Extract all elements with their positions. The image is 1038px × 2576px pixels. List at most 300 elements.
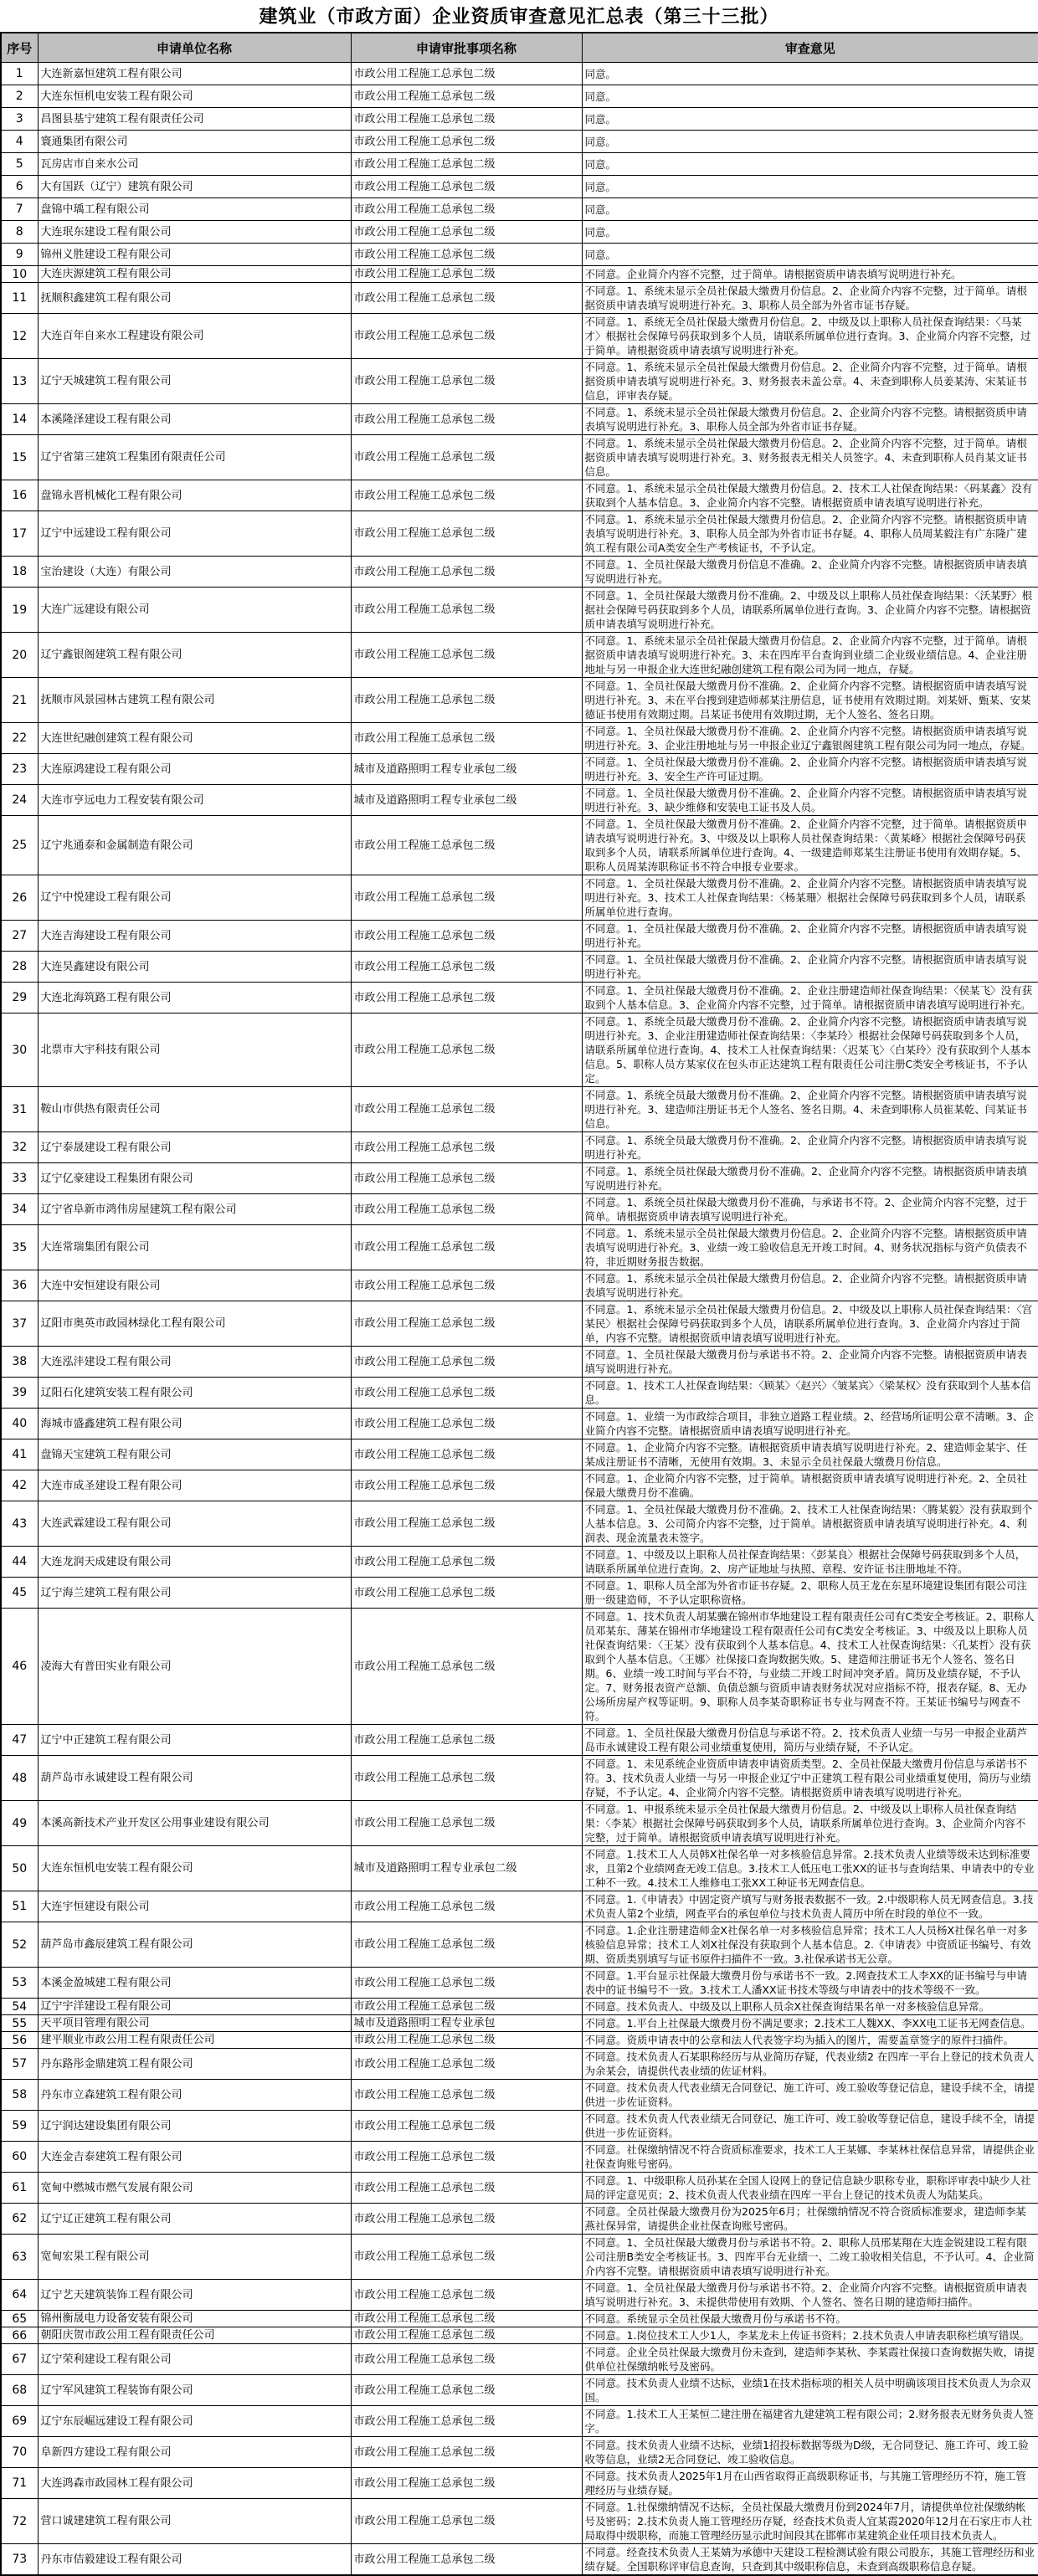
table-row [1,2437,1038,2468]
approval-item: 市政公用工程施工总承包二级 [351,2544,582,2576]
row-seq: 17 [1,511,38,557]
row-seq: 31 [1,1087,38,1132]
approval-item: 市政公用工程施工总承包二级 [351,2032,582,2049]
company-name: 抚顺市风景园林古建筑工程有限公司 [38,678,351,723]
row-seq: 60 [1,2142,38,2173]
row-seq: 23 [1,754,38,785]
approval-item: 市政公用工程施工总承包二级 [351,2235,582,2280]
review-opinion: 同意。 [582,63,1038,85]
col-header-item: 申请审批事项名称 [351,33,582,63]
table-row [1,2049,1038,2080]
row-seq: 71 [1,2468,38,2499]
review-opinion: 不同意。1、全员社保最大缴费月份不准确。2、企业简介内容不完整。请根据资质申请表填写说明进行补充。3、安全生产许可证过期。 [582,754,1038,785]
review-opinion: 不同意。1、技术工人社保查询结果：〈顾某〉〈赵兴〉〈皱某宾〉〈梁某权〉没有获取到个人基本信息。 [582,1378,1038,1409]
company-name: 北票市大宇科技有限公司 [38,1013,351,1087]
company-name: 大连原鸿建设工程有限公司 [38,754,351,785]
review-opinion: 不同意。1、系统未显示全员社保最大缴费月份信息。2、企业简介内容不完整。请根据资质申请表填写说明进行补充。 [582,1270,1038,1301]
approval-item: 市政公用工程施工总承包二级 [351,2111,582,2142]
review-opinion: 不同意。1、企业简介内容不完整。请根据资质申请表填写说明进行补充。2、建造师金某宇、任某成注册证书不清晰，无使用有效期。3、未显示全员社保最大缴费月份信息。 [582,1439,1038,1470]
table-row [1,754,1038,785]
row-seq: 9 [1,244,38,266]
row-seq: 26 [1,875,38,921]
approval-item: 市政公用工程施工总承包二级 [351,221,582,244]
company-name: 凌海大有普田实业有限公司 [38,1609,351,1725]
review-opinion: 不同意。1、技术负责人胡某骥在锦州市华地建设工程有限责任公司有C类安全考核证。2、职称人员邓某东、薄某在锦州市华地建设工程有限责任公司有C类安全考核证。3、中级及以上职称人员社保查询结果：〈王某〉没有获取到个人基本信息。4、技术工人社保查询结果：〈孔某哲〉没有获取到个人基本信息。〈王娜〉社保接口查询数据失败。5、建造师注册证书无个人签名、签名日期。6、业绩一竣工时间与平台不符，与业绩二开竣工时间冲突矛盾。简历及业绩存疑，不予认定。7、财务报表资产总额、负债总额与资质申请表财务状况对应指标不符，报表存疑。8、无办公场所房屋产权等证明。9、职称人员李某奇职称证书专业与网查不符。王某证书编号与网查不符。 [582,1609,1038,1725]
review-opinion: 不同意。1、全员社保最大缴费月份不准确。2、企业简介内容不完整。请根据资质申请表填写说明进行补充。 [582,952,1038,983]
company-name: 辽宁中悦建设工程有限公司 [38,875,351,921]
row-seq: 42 [1,1470,38,1501]
review-opinion: 不同意。1、系统未显示全员社保最大缴费月份信息。2、企业简介内容不完整。请根据资质申请表填写说明进行补充。3、职称人员全部为外省市证书存疑。 [582,404,1038,435]
approval-item: 市政公用工程施工总承包二级 [351,1801,582,1846]
summary-table [0,32,1038,2576]
review-opinion: 不同意。1、全员社保最大缴费月份不准确。2、企业简介内容不完整。请根据资质申请表填写说明进行补充。3、企业注册地址与另一申报企业辽宁鑫银阁建筑工程有限公司为同一地点，存疑。 [582,723,1038,754]
company-name: 辽宁艺天建筑装饰工程有限公司 [38,2280,351,2311]
table-row [1,785,1038,816]
review-opinion: 不同意。资质申请表中的公章和法人代表签字均为插入的图片，需要盖章签字的原件扫描件。 [582,2032,1038,2049]
approval-item: 市政公用工程施工总承包二级 [351,2499,582,2544]
company-name: 大连东恒机电安装工程有限公司 [38,1846,351,1891]
row-seq: 62 [1,2204,38,2235]
table-row [1,1922,1038,1968]
company-name: 本溪隆泽建设工程有限公司 [38,404,351,435]
table-row [1,1547,1038,1578]
table-row [1,1163,1038,1194]
row-seq: 52 [1,1922,38,1968]
company-name: 盘锦中瑀工程有限公司 [38,198,351,221]
review-opinion: 同意。 [582,131,1038,153]
table-row [1,2327,1038,2344]
review-opinion: 不同意。1、中级及以上职称人员社保查询结果：〈彭某良〉根据社会保障号码获取到多个人员，请联系所属单位进行查询。2、房产证地址与执照、章程、安许证书注册地址不符。 [582,1547,1038,1578]
review-opinion: 不同意。技术负责人代表业绩无合同登记、施工许可、竣工验收等登记信息，建设手续不全，请提供进一步佐证资料。 [582,2111,1038,2142]
table-row [1,2080,1038,2111]
table-row [1,1846,1038,1891]
company-name: 大连庆源建筑工程有限公司 [38,266,351,283]
company-name: 大连昊鑫建设有限公司 [38,952,351,983]
company-name: 天平项目管理有限公司 [38,2015,351,2032]
row-seq: 6 [1,176,38,198]
review-opinion: 不同意。1、全员社保最大缴费月份不准确。2、中级及以上职称人员社保查询结果：〈沃某野〉根据社会保障号码获取到多个人员，请联系所属单位进行查询。3、企业简介内容不完整。请根据资质申请表填写说明进行补充。 [582,588,1038,633]
approval-item: 市政公用工程施工总承包二级 [351,1270,582,1301]
table-row [1,2406,1038,2437]
table-row [1,816,1038,875]
approval-item: 市政公用工程施工总承包二级 [351,2049,582,2080]
company-name: 大连广远建设有限公司 [38,588,351,633]
row-seq: 20 [1,633,38,678]
company-name: 盘锦天宝建筑工程有限公司 [38,1439,351,1470]
table-row [1,952,1038,983]
table-row [1,921,1038,952]
approval-item: 市政公用工程施工总承包二级 [351,314,582,359]
row-seq: 38 [1,1347,38,1378]
table-row [1,875,1038,921]
table-row [1,1087,1038,1132]
row-seq: 48 [1,1756,38,1801]
review-opinion: 不同意。技术负责人业绩不达标，业绩1在技术指标项的相关人员中明确该项目技术负责人为佘双国。 [582,2375,1038,2406]
table-row [1,283,1038,314]
table-row [1,1378,1038,1409]
approval-item: 市政公用工程施工总承包二级 [351,1087,582,1132]
table-row [1,198,1038,221]
row-seq: 2 [1,85,38,108]
table-row [1,1409,1038,1439]
row-seq: 55 [1,2015,38,2032]
row-seq: 27 [1,921,38,952]
row-seq: 58 [1,2080,38,2111]
approval-item: 市政公用工程施工总承包二级 [351,1968,582,1999]
approval-item: 市政公用工程施工总承包二级 [351,952,582,983]
approval-item: 市政公用工程施工总承包二级 [351,1132,582,1163]
row-seq: 73 [1,2544,38,2576]
row-seq: 44 [1,1547,38,1578]
review-opinion: 同意。 [582,85,1038,108]
table-row [1,2032,1038,2049]
table-row [1,2235,1038,2280]
table-row [1,1501,1038,1547]
row-seq: 69 [1,2406,38,2437]
approval-item: 市政公用工程施工总承包二级 [351,63,582,85]
row-seq: 34 [1,1194,38,1225]
row-seq: 61 [1,2173,38,2204]
review-opinion: 不同意。1、职称人员全部为外省市证书存疑。2、职称人员王龙在东星环境建设集团有限公司注册一级建造师，不予认定职称资格。 [582,1578,1038,1609]
approval-item: 市政公用工程施工总承包二级 [351,1999,582,2015]
review-opinion: 不同意。1、全员社保最大缴费月份与承诺书不符。2、职称人员邢某翔在大连金锐建设工程有限公司注册B类安全考核证书。3、四库平台无业绩一、二竣工验收相关信息，不予认可。4、企业简介内容不完整。请根据资质申请表填写说明进行补充。 [582,2235,1038,2280]
review-opinion: 同意。 [582,153,1038,176]
row-seq: 8 [1,221,38,244]
review-opinion: 不同意。1、全员社保最大缴费月份与承诺书不符。2、企业简介内容不完整。请根据资质申请表填写说明进行补充。3、未提供带使用有效期、个人签名、签名日期的建造师扫描件。 [582,2280,1038,2311]
table-row [1,633,1038,678]
row-seq: 50 [1,1846,38,1891]
row-seq: 4 [1,131,38,153]
table-row [1,2204,1038,2235]
approval-item: 市政公用工程施工总承包二级 [351,2311,582,2327]
company-name: 宝治建设（大连）有限公司 [38,557,351,588]
company-name: 丹东市佶毅建设工程有限公司 [38,2544,351,2576]
approval-item: 市政公用工程施工总承包二级 [351,2344,582,2375]
approval-item: 市政公用工程施工总承包二级 [351,2173,582,2204]
approval-item: 市政公用工程施工总承包二级 [351,1301,582,1347]
row-seq: 29 [1,983,38,1013]
table-row [1,435,1038,480]
row-seq: 63 [1,2235,38,2280]
company-name: 辽宁天城建筑工程有限公司 [38,359,351,404]
row-seq: 45 [1,1578,38,1609]
review-opinion: 不同意。1、系统未显示全员社保最大缴费月份信息。2、企业简介内容不完整，过于简单。请根据资质申请表填写说明进行补充。3、职称人员全部为外省市证书存疑。 [582,283,1038,314]
review-opinion: 不同意。1、全员社保最大缴费月份不准确。2、技术工人社保查询结果：〈腾某毅〉没有获取到个人基本信息。3、公司简介内容不完整，过于简单。请根据资质申请表填写说明进行补充。4、利润表、现金流量表未签字。 [582,1501,1038,1547]
company-name: 营口诚建建筑工程有限公司 [38,2499,351,2544]
review-opinion: 不同意。1、全员社保最大缴费月份不准确。2、企业简介内容不完整。请根据资质申请表填写说明进行补充。 [582,921,1038,952]
row-seq: 32 [1,1132,38,1163]
company-name: 大连北海筑路工程有限公司 [38,983,351,1013]
row-seq: 70 [1,2437,38,2468]
company-name: 本溪金盈城建工程有限公司 [38,1968,351,1999]
company-name: 大连市亨远电力工程安装有限公司 [38,785,351,816]
approval-item: 市政公用工程施工总承包二级 [351,557,582,588]
approval-item: 市政公用工程施工总承包二级 [351,588,582,633]
table-row [1,2311,1038,2327]
approval-item: 城市及道路照明工程专业承包二级 [351,785,582,816]
company-name: 大连市成圣建设工程有限公司 [38,1470,351,1501]
company-name: 大连鸿森市政园林工程有限公司 [38,2468,351,2499]
approval-item: 市政公用工程施工总承包二级 [351,244,582,266]
company-name: 宽甸宏果工程有限公司 [38,2235,351,2280]
company-name: 辽宁东辰崛远建设工程有限公司 [38,2406,351,2437]
review-opinion: 不同意。1、企业简介内容不完整，过于简单。请根据资质申请表填写说明进行补充。2、全员社保最大缴费月份不准确。 [582,1470,1038,1501]
review-opinion: 不同意。1.岗位技术工人少1人，李某龙未上传证书资料；2.技术负责人申请表职称栏填写错误。 [582,2327,1038,2344]
row-seq: 11 [1,283,38,314]
row-seq: 68 [1,2375,38,2406]
review-opinion: 不同意。1、系统未显示全员社保最大缴费月份信息。2、中级及以上职称人员社保查询结果：〈宫某民〉根据社会保障号码获取到多个人员，请联系所属单位进行查询。3、企业简介内容过于简单，内容不完整。请根据资质申请表填写说明进行补充。 [582,1301,1038,1347]
approval-item: 市政公用工程施工总承包二级 [351,359,582,404]
approval-item: 市政公用工程施工总承包二级 [351,176,582,198]
review-opinion: 不同意。1、中级职称人员孙某在全国人设网上的登记信息缺少职称专业，职称评审表中缺少人社局的评定意见页；2、技术负责人代表业绩在四库一平台上登记的技术负责人为陆某兵。 [582,2173,1038,2204]
company-name: 辽宁润达建设集团有限公司 [38,2111,351,2142]
row-seq: 19 [1,588,38,633]
company-name: 本溪高新技术产业开发区公用事业建设有限公司 [38,1801,351,1846]
company-name: 大连世纪融创建筑工程有限公司 [38,723,351,754]
col-header-opinion: 审查意见 [582,33,1038,63]
table-row [1,1999,1038,2015]
review-opinion: 同意。 [582,244,1038,266]
approval-item: 市政公用工程施工总承包二级 [351,875,582,921]
review-opinion: 不同意。社保缴纳情况不符合资质标准要求，技术工人王某娜、李某林社保信息异常，请提供企业社保查询账号密码。 [582,2142,1038,2173]
row-seq: 28 [1,952,38,983]
table-row [1,2499,1038,2544]
company-name: 辽宁中正建筑工程有限公司 [38,1725,351,1756]
company-name: 瓦房店市自来水公司 [38,153,351,176]
table-row [1,1891,1038,1922]
review-opinion: 不同意。全员社保最大缴费月份为2025年6月；社保缴纳情况不符合资质标准要求，建造师李某燕社保异常，请提供企业社保查询账号密码。 [582,2204,1038,2235]
table-row [1,1225,1038,1270]
review-opinion: 不同意。1、系统未显示全员社保最大缴费月份信息。2、企业简介内容不完整，过于简单。请根据资质申请表填写说明进行补充。3、财务报表未盖公章。4、未查到职称人员姜某涛、宋某证书信息，评审表存疑。 [582,359,1038,404]
table-row [1,2468,1038,2499]
approval-item: 市政公用工程施工总承包二级 [351,1439,582,1470]
company-name: 大连东恒机电安装工程有限公司 [38,85,351,108]
review-opinion: 不同意。1.技术工人王某恒二建注册在福建省九建建筑工程有限公司；2.财务报表无财务负责人签字。 [582,2406,1038,2437]
table-row [1,983,1038,1013]
review-opinion: 不同意。技术负责人、中级及以上职称人员余X社保查询结果名单一对多核验信息异常。 [582,1999,1038,2015]
approval-item: 市政公用工程施工总承包二级 [351,678,582,723]
company-name: 大连百年自来水工程建设有限公司 [38,314,351,359]
company-name: 辽宁宇洋建设工程有限公司 [38,1999,351,2015]
row-seq: 10 [1,266,38,283]
row-seq: 1 [1,63,38,85]
row-seq: 64 [1,2280,38,2311]
review-opinion: 同意。 [582,108,1038,131]
row-seq: 67 [1,2344,38,2375]
review-opinion: 不同意。1、全员社保最大缴费月份不准确。2、企业简介内容不完整，过于简单。请根据资质申请表填写说明进行补充。3、中级及以上职称人员社保查询结果：〈黄某峰〉根据社会保障号码获取到多个人员，请联系所属单位进行查询。4、一级建造师郑某生注册证书使用有效期存疑。5、职称人员周某涛职称证书不符合申报专业要求。 [582,816,1038,875]
table-row [1,1968,1038,1999]
review-opinion: 不同意。1、系统全员社保最大缴费月份不准确，与承诺书不符。2、企业简介内容不完整，过于简单。请根据资质申请表填写说明进行补充。 [582,1194,1038,1225]
approval-item: 市政公用工程施工总承包二级 [351,1225,582,1270]
review-opinion: 不同意。技术负责人石某职称经历与从业简历存疑，代表业绩2 在四库一平台上登记的技术负责人为余某会，请提供代表业绩的佐证材料。 [582,2049,1038,2080]
table-row [1,63,1038,85]
table-row [1,108,1038,131]
row-seq: 33 [1,1163,38,1194]
company-name: 朝阳庆贺市政公用工程有限责任公司 [38,2327,351,2344]
company-name: 辽宁省第三建筑工程集团有限责任公司 [38,435,351,480]
approval-item: 市政公用工程施工总承包二级 [351,85,582,108]
table-header-row [1,33,1038,63]
row-seq: 24 [1,785,38,816]
table-row [1,1347,1038,1378]
table-row [1,2173,1038,2204]
review-opinion: 同意。 [582,176,1038,198]
table-row [1,2015,1038,2032]
approval-item: 市政公用工程施工总承包二级 [351,633,582,678]
approval-item: 市政公用工程施工总承包二级 [351,1547,582,1578]
company-name: 抚顺积鑫建筑工程有限公司 [38,283,351,314]
review-opinion: 同意。 [582,198,1038,221]
approval-item: 市政公用工程施工总承包二级 [351,2327,582,2344]
table-row [1,678,1038,723]
review-opinion: 不同意。企业全员社保最大缴费月份未查到，建造师李某秋、李某霞社保接口查询数据失败，请提供单位社保缴纳帐号及密码。 [582,2344,1038,2375]
company-name: 大连武霖建设工程有限公司 [38,1501,351,1547]
company-name: 鞍山市供热有限责任公司 [38,1087,351,1132]
company-name: 海城市盛鑫建筑工程有限公司 [38,1409,351,1439]
table-row [1,511,1038,557]
table-row [1,723,1038,754]
approval-item: 市政公用工程施工总承包二级 [351,480,582,511]
table-row [1,1756,1038,1801]
review-opinion: 不同意。1、全员社保最大缴费月份与承诺书不符。2、企业简介内容不完整。请根据资质申请表填写说明进行补充。 [582,1347,1038,1378]
company-name: 锦州义胜建设工程有限公司 [38,244,351,266]
approval-item: 市政公用工程施工总承包二级 [351,2468,582,2499]
company-name: 大连泓沣建设工程有限公司 [38,1347,351,1378]
company-name: 寰通集团有限公司 [38,131,351,153]
company-name: 阜新四方建设工程有限公司 [38,2437,351,2468]
review-opinion: 不同意。1、未见系统企业资质申请表申请资质类型。2、全员社保最大缴费月份信息与承诺书不符。3、技术负责人业绩一与另一申报企业辽宁中正建筑工程有限公司业绩重复使用，简历与业绩存疑，不予认定。4、企业简介内容不完整。请根据资质申请表填写说明进行补充。 [582,1756,1038,1801]
page-title: 建筑业（市政方面）企业资质审查意见汇总表（第三十三批） [0,0,1038,32]
table-row [1,153,1038,176]
review-opinion: 不同意。1、系统无全员社保最大缴费月份信息。2、中级及以上职称人员社保查询结果：〈马某才〉根据社会保障号码获取到多个人员，请联系所属单位进行查询。3、企业简介内容不完整，过于简单。请根据资质申请表填写说明进行补充。 [582,314,1038,359]
review-opinion: 不同意。1、系统未显示全员社保最大缴费月份信息。2、企业简介内容不完整。请根据资质申请表填写说明进行补充。3、职称人员全部为外省市证书存疑。4、职称人员周某毅注有广东隆广建筑工程有限公司A类安全生产考核证书，不予认定。 [582,511,1038,557]
review-opinion: 不同意。1.《申请表》中固定资产填写与财务报表数据不一致。2.中级职称人员无网查信息。3.技术负责人第2个业绩，网查平台的承包单位与技术负责人简历中所在时段的单位不一致。 [582,1891,1038,1922]
approval-item: 市政公用工程施工总承包二级 [351,198,582,221]
table-row [1,266,1038,283]
review-opinion: 不同意。技术负责人代表业绩无合同登记、施工许可、竣工验收等登记信息，建设手续不全，请提供进一步佐证资料。 [582,2080,1038,2111]
row-seq: 18 [1,557,38,588]
approval-item: 市政公用工程施工总承包二级 [351,921,582,952]
company-name: 辽宁海兰建筑工程有限公司 [38,1578,351,1609]
row-seq: 56 [1,2032,38,2049]
company-name: 大连宇恒建设有限公司 [38,1891,351,1922]
row-seq: 3 [1,108,38,131]
company-name: 大连吉海建设工程有限公司 [38,921,351,952]
table-row [1,2375,1038,2406]
company-name: 丹东市立森建筑工程有限公司 [38,2080,351,2111]
row-seq: 51 [1,1891,38,1922]
company-name: 锦州衡晟电力设备安装有限公司 [38,2311,351,2327]
row-seq: 15 [1,435,38,480]
company-name: 大连新嘉恒建筑工程有限公司 [38,63,351,85]
review-opinion: 不同意。1、系统全员最大缴费月份不准确。2、企业简介内容不完整。请根据资质申请表填写说明进行补充。 [582,1132,1038,1163]
review-opinion: 不同意。经查技术负责人王某婧为承德中天建设工程检测试验有限公司股东，其施工管理经历和业绩存疑。全国职称评审信息查询，只查到其中级职称信息，未查到高级职称信息存疑。 [582,2544,1038,2576]
table-row [1,1578,1038,1609]
table-row [1,2142,1038,2173]
approval-item: 市政公用工程施工总承包二级 [351,1194,582,1225]
row-seq: 40 [1,1409,38,1439]
approval-item: 市政公用工程施工总承包二级 [351,404,582,435]
review-opinion: 不同意。1、系统全员最大缴费月份不准确。2、企业简介内容不完整。请根据资质申请表填写说明进行补充。3、企业注册建造师社保查询结果：〈李某玲〉根据社会保障号码获取到多个人员，请联系所属单位进行查询。4、技术工人社保查询结果：〈迟某飞〉〈白某玲〉没有获取到个人基本信息。5、职称人员方某家仪在包头市正达建筑工程有限责任公司注册C类安全考核证书，不予认定。 [582,1013,1038,1087]
company-name: 盘锦永晋机械化工程有限公司 [38,480,351,511]
review-opinion: 不同意。1.技术工人人员韩X社保名单一对多核验信息异常。2.技术负责人业绩等级未达到标准要求，且第2个业绩网查无竣工信息。3.技术工人低压电工张XX的证书与查询结果、申请表中的专业工种不一致。4.技术工人维修电工张XX工种证书无网查信息。 [582,1846,1038,1891]
row-seq: 54 [1,1999,38,2015]
table-row [1,1013,1038,1087]
row-seq: 43 [1,1501,38,1547]
table-row [1,2280,1038,2311]
table-row [1,1470,1038,1501]
approval-item: 市政公用工程施工总承包二级 [351,153,582,176]
table-row [1,2111,1038,2142]
review-opinion: 不同意。1、全员社保最大缴费月份不准确。2、企业简介内容不完整。请根据资质申请表填写说明进行补充。3、技术工人社保查询结果：〈杨某珊〉根据社会保障号码获取到多个人员，请联系所属单位进行查询。 [582,875,1038,921]
row-seq: 53 [1,1968,38,1999]
table-row [1,557,1038,588]
approval-item: 市政公用工程施工总承包二级 [351,1470,582,1501]
review-opinion: 不同意。1、系统未显示全员社保最大缴费月份信息。2、企业简介内容不完整。请根据资质申请表填写说明进行补充。3、业绩一竣工验收信息无开竣工时间。4、财务状况指标与资产负债表不符，非近期财务报告数据。 [582,1225,1038,1270]
review-opinion: 不同意。1、全员社保最大缴费月份不准确。2、企业简介内容不完整。请根据资质申请表填写说明进行补充。3、缺少维修和安装电工证书及人员。 [582,785,1038,816]
review-opinion: 不同意。技术负责人业绩不达标，业绩1招投标数据等级为D级，无合同登记、施工许可、竣工验收等信息，业绩2无合同登记、竣工验收信息。 [582,2437,1038,2468]
table-row [1,131,1038,153]
review-opinion: 同意。 [582,221,1038,244]
company-name: 大有国跃（辽宁）建筑有限公司 [38,176,351,198]
row-seq: 22 [1,723,38,754]
approval-item: 市政公用工程施工总承包二级 [351,723,582,754]
approval-item: 市政公用工程施工总承包二级 [351,2142,582,2173]
approval-item: 市政公用工程施工总承包二级 [351,1378,582,1409]
review-opinion: 不同意。1、全员社保最大缴费月份信息不准确。2、企业简介内容不完整。请根据资质申请表填写说明进行补充。 [582,557,1038,588]
review-opinion: 不同意。1、全员社保最大缴费月份不准确。2、企业注册建造师社保查询结果：〈侯某飞〉没有获取到个人基本信息。3、企业简介内容不完整，过于简单。请根据资质申请表填写说明进行补充。 [582,983,1038,1013]
row-seq: 14 [1,404,38,435]
review-opinion: 不同意。1、全员社保最大缴费月份信息与承诺不符。2、技术负责人业绩一与另一申报企业葫芦岛市永诚建设工程有限公司业绩重复使用，简历与业绩存疑，不予认定。 [582,1725,1038,1756]
approval-item: 市政公用工程施工总承包二级 [351,1756,582,1801]
approval-item: 市政公用工程施工总承包二级 [351,816,582,875]
col-header-company: 申请单位名称 [38,33,351,63]
row-seq: 35 [1,1225,38,1270]
approval-item: 市政公用工程施工总承包二级 [351,2280,582,2311]
table-row [1,85,1038,108]
approval-item: 城市及道路照明工程专业承包 [351,2015,582,2032]
table-row [1,2544,1038,2576]
company-name: 辽宁兆通泰和金属制造有限公司 [38,816,351,875]
approval-item: 市政公用工程施工总承包二级 [351,283,582,314]
table-row [1,1194,1038,1225]
review-opinion: 不同意。系统显示全员社保最大缴费月份与承诺书不符。 [582,2311,1038,2327]
company-name: 辽宁辽正建筑工程有限公司 [38,2204,351,2235]
table-row [1,1725,1038,1756]
company-name: 辽宁泰晟建设工程有限公司 [38,1132,351,1163]
approval-item: 市政公用工程施工总承包二级 [351,1578,582,1609]
company-name: 大连珉东建设工程有限公司 [38,221,351,244]
review-opinion: 不同意。1.平台上社保最大缴费月份不满足要求；2.技术工人魏XX、李XX电工证书无网查信息。 [582,2015,1038,2032]
row-seq: 7 [1,198,38,221]
table-row [1,1439,1038,1470]
company-name: 大连中安恒建设有限公司 [38,1270,351,1301]
row-seq: 36 [1,1270,38,1301]
table-row [1,1270,1038,1301]
company-name: 辽阳市奥英市政园林绿化工程有限公司 [38,1301,351,1347]
company-name: 大连常瑞集团有限公司 [38,1225,351,1270]
row-seq: 66 [1,2327,38,2344]
company-name: 大连龙润天成建设有限公司 [38,1547,351,1578]
approval-item: 市政公用工程施工总承包二级 [351,2080,582,2111]
row-seq: 5 [1,153,38,176]
approval-item: 市政公用工程施工总承包二级 [351,2204,582,2235]
table-row [1,221,1038,244]
row-seq: 16 [1,480,38,511]
approval-item: 市政公用工程施工总承包二级 [351,1163,582,1194]
company-name: 葫芦岛市鑫辰建筑工程有限公司 [38,1922,351,1968]
review-opinion: 不同意。1、系统未显示全员社保最大缴费月份信息。2、技术工人社保查询结果：〈码某鑫〉没有获取到个人基本信息。3、企业简介内容不完整。请根据资质申请表填写说明进行补充。 [582,480,1038,511]
